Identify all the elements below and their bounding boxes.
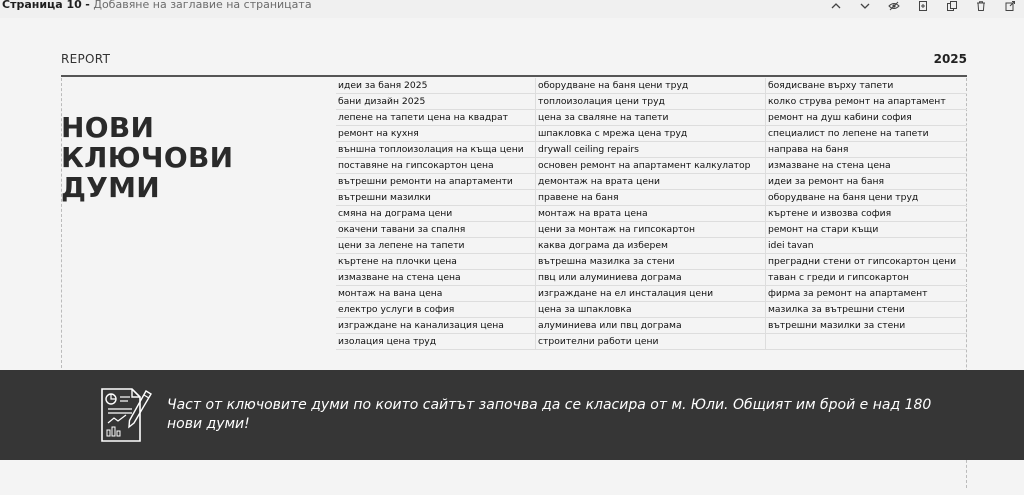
keyword-cell: поставяне на гипсокартон цена (336, 158, 536, 174)
keyword-cell: вътрешни ремонти на апартаменти (336, 174, 536, 190)
keyword-cell: drywall ceiling repairs (536, 142, 766, 158)
report-year: 2025 (933, 52, 967, 66)
keywords-table (336, 78, 967, 350)
keyword-cell: ремонт на душ кабини софия (766, 110, 967, 126)
keyword-cell: смяна на дограма цени (336, 206, 536, 222)
section-heading (61, 113, 233, 203)
keyword-cell: идеи за ремонт на баня (766, 174, 967, 190)
hide-page-button[interactable] (879, 0, 908, 14)
keyword-cell: направа на баня (766, 142, 967, 158)
page-toolbar (821, 0, 1024, 14)
keyword-cell: боядисване върху тапети (766, 78, 967, 94)
delete-page-button[interactable] (966, 0, 995, 14)
duplicate-page-button[interactable] (937, 0, 966, 14)
share-page-button[interactable] (995, 0, 1024, 14)
keyword-cell: монтаж на вана цена (336, 286, 536, 302)
header-divider (61, 75, 967, 77)
keyword-cell (766, 334, 967, 350)
keyword-cell: каква дограма да изберем (536, 238, 766, 254)
page-subtitle-input[interactable]: Добавяне на заглавие на страницата (93, 0, 312, 11)
keyword-cell: ремонт на стари къщи (766, 222, 967, 238)
keyword-cell: цена за сваляне на тапети (536, 110, 766, 126)
page-title (2, 0, 312, 12)
page-label: Страница 10 (2, 0, 82, 11)
keyword-cell: къртене на плочки цена (336, 254, 536, 270)
keyword-cell: пвц или алуминиева дограма (536, 270, 766, 286)
add-page-button[interactable] (908, 0, 937, 14)
report-label: REPORT (61, 52, 111, 66)
move-page-up-button[interactable] (821, 0, 850, 14)
keyword-cell: idei tavan (766, 238, 967, 254)
keyword-cell: окачени тавани за спалня (336, 222, 536, 238)
keyword-cell: ремонт на кухня (336, 126, 536, 142)
keyword-cell: електро услуги в софия (336, 302, 536, 318)
chevron-down-icon (859, 0, 871, 12)
keyword-cell: оборудване на баня цени труд (536, 78, 766, 94)
keyword-cell: изолация цена труд (336, 334, 536, 350)
keyword-cell: цени за монтаж на гипсокартон (536, 222, 766, 238)
heading-line: ДУМИ (61, 171, 161, 204)
keyword-cell: алуминиева или пвц дограма (536, 318, 766, 334)
share-icon (1004, 0, 1016, 12)
keyword-cell: шпакловка с мрежа цена труд (536, 126, 766, 142)
keyword-cell: основен ремонт на апартамент калкулатор (536, 158, 766, 174)
report-page-canvas[interactable] (0, 18, 1024, 495)
add-page-icon (917, 0, 929, 12)
chevron-up-icon (830, 0, 842, 12)
keyword-cell: къртене и извозва софия (766, 206, 967, 222)
keyword-cell: идеи за баня 2025 (336, 78, 536, 94)
keyword-cell: мазилка за вътрешни стени (766, 302, 967, 318)
banner-text: Част от ключовите думи по които сайтът започва да се класира от м. Юли. Общият им брой е над 180 нови думи! (167, 397, 932, 432)
keyword-cell: вътрешни мазилки (336, 190, 536, 206)
keyword-cell: колко струва ремонт на апартамент (766, 94, 967, 110)
summary-banner (0, 370, 1024, 460)
keyword-cell: измазване на стена цена (336, 270, 536, 286)
keyword-cell: лепене на тапети цена на квадрат (336, 110, 536, 126)
keyword-cell: цени за лепене на тапети (336, 238, 536, 254)
keyword-cell: таван с греди и гипсокартон (766, 270, 967, 286)
page-title-separator: - (85, 0, 90, 11)
keyword-cell: фирма за ремонт на апартамент (766, 286, 967, 302)
page-header-bar (0, 0, 1024, 14)
heading-line: КЛЮЧОВИ (61, 141, 234, 174)
keyword-cell: топлоизолация цени труд (536, 94, 766, 110)
move-page-down-button[interactable] (850, 0, 879, 14)
keyword-cell: вътрешна мазилка за стени (536, 254, 766, 270)
keyword-cell: строителни работи цени (536, 334, 766, 350)
report-document-icon (96, 385, 154, 443)
keyword-cell: изграждане на ел инсталация цени (536, 286, 766, 302)
eye-icon (888, 0, 900, 12)
keyword-cell: преградни стени от гипсокартон цени (766, 254, 967, 270)
keyword-cell: бани дизайн 2025 (336, 94, 536, 110)
duplicate-icon (946, 0, 958, 12)
trash-icon (975, 0, 987, 12)
keyword-cell: специалист по лепене на тапети (766, 126, 967, 142)
keyword-cell: вътрешни мазилки за стени (766, 318, 967, 334)
keyword-cell: измазване на стена цена (766, 158, 967, 174)
keyword-cell: правене на баня (536, 190, 766, 206)
keyword-cell: цена за шпакловка (536, 302, 766, 318)
keyword-cell: монтаж на врата цена (536, 206, 766, 222)
keyword-cell: външна топлоизолация на къща цени (336, 142, 536, 158)
heading-line: НОВИ (61, 111, 155, 144)
keyword-cell: изграждане на канализация цена (336, 318, 536, 334)
keyword-cell: демонтаж на врата цени (536, 174, 766, 190)
keyword-cell: оборудване на баня цени труд (766, 190, 967, 206)
